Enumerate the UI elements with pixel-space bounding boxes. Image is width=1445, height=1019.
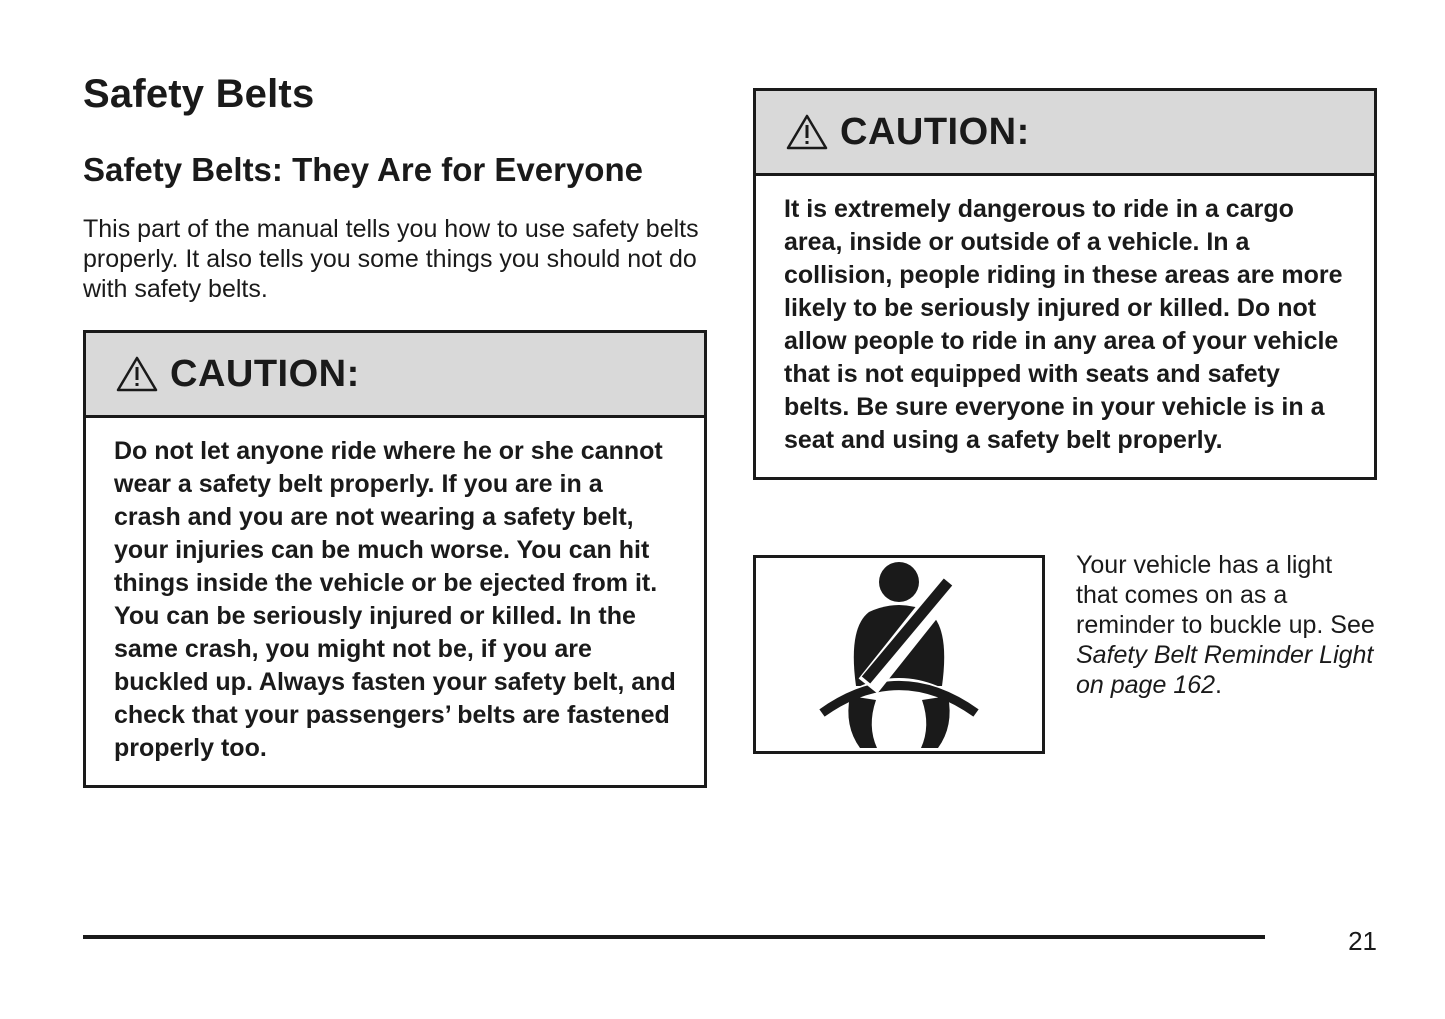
reminder-section (753, 551, 1377, 755)
caution-box-left (83, 330, 707, 788)
reminder-text-end: . (1215, 671, 1222, 699)
page-number: 21 (1348, 926, 1377, 956)
left-column (83, 72, 707, 788)
seatbelt-reminder-icon (753, 555, 1045, 754)
reminder-text-start: Your vehicle has a light that comes on as a reminder to buckle up. See (1076, 551, 1375, 639)
right-column (753, 88, 1377, 480)
reminder-text (1076, 550, 1376, 700)
page-title: Safety Belts (83, 72, 315, 116)
caution-header (86, 333, 704, 418)
caution-title: CAUTION: (840, 110, 1030, 153)
intro-paragraph: This part of the manual tells you how to use safety belts properly. It also tells you some things you should not do with safety belts. (83, 215, 699, 303)
warning-triangle-icon (786, 114, 828, 150)
caution-box-right (753, 88, 1377, 480)
caution-title: CAUTION: (170, 352, 360, 395)
section-subtitle: Safety Belts: They Are for Everyone (83, 151, 643, 188)
caution-body: Do not let anyone ride where he or she cannot wear a safety belt properly. If you are in a crash and you are not wearing a safety belt, your injuries can be much worse. You can hit things inside the vehicle or be ejected from it. You can be seriously injured or killed. In the same crash, you might not be, if you are buckled up. Always fasten your safety belt, and check that your passengers’ belts are fastened properly too. (114, 437, 676, 762)
warning-triangle-icon (116, 356, 158, 392)
caution-body: It is extremely dangerous to ride in a cargo area, inside or outside of a vehicle. In a collision, people riding in these areas are more likely to be seriously injured or killed. Do not allow people to ride in any area of your vehicle that is not equipped with seats and safety belts. Be sure everyone in your vehicle is in a seat and using a safety belt properly. (784, 195, 1343, 454)
caution-header (756, 91, 1374, 176)
footer-rule (83, 935, 1265, 939)
reminder-link[interactable]: Safety Belt Reminder Light on page 162 (1076, 641, 1374, 699)
